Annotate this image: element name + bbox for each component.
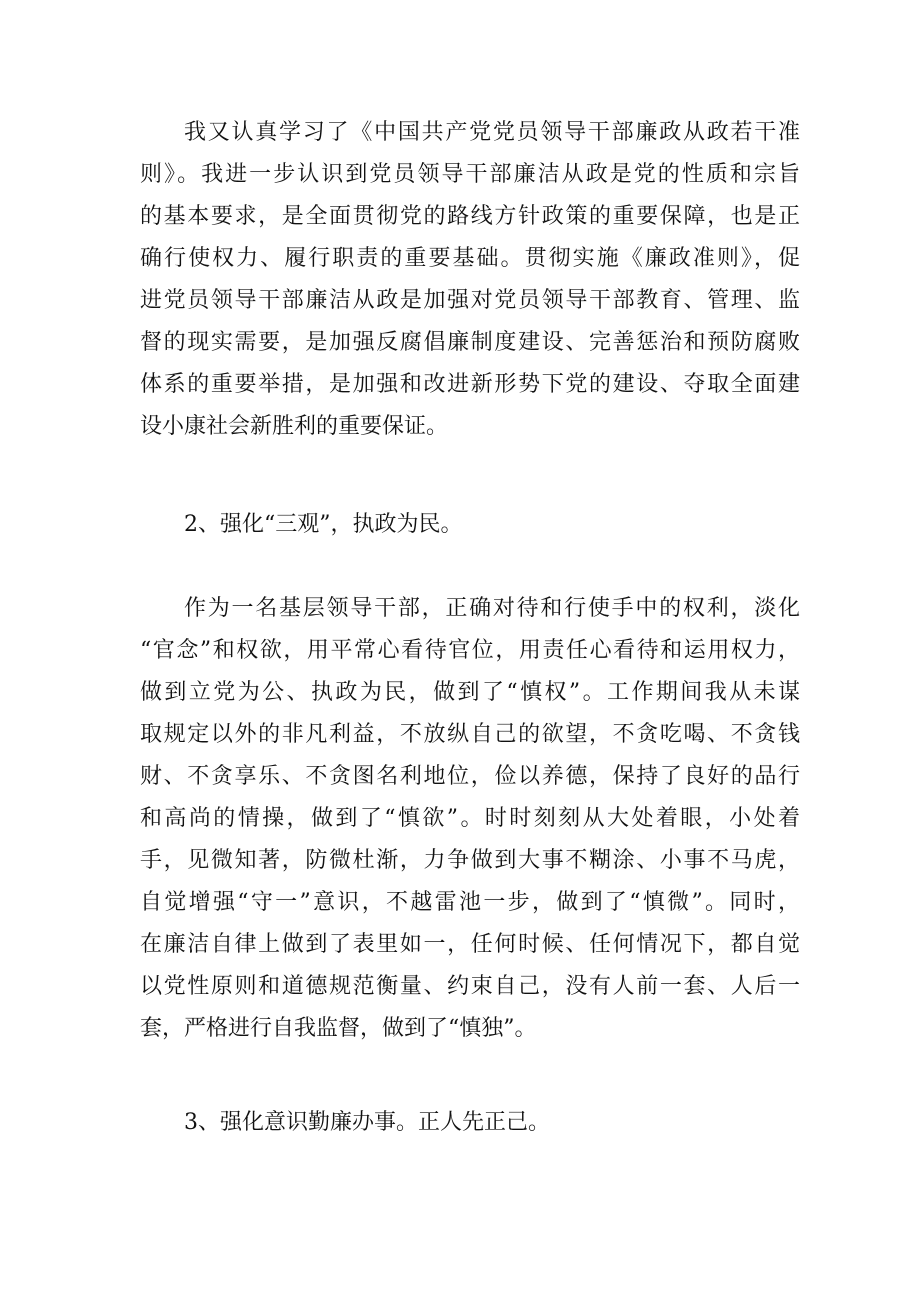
paragraph-line: 作为一名基层领导干部，正确对待和行使手中的权利，淡化	[184, 596, 800, 621]
paragraph-line: 取规定以外的非凡利益，不放纵自己的欲望，不贪吃喝、不贪钱	[140, 722, 800, 747]
paragraph-line: “官念”和权欲，用平常心看待官位，用责任心看待和运用权力，	[140, 638, 800, 663]
paragraph-line: 做到立党为公、执政为民，做到了“慎权”。工作期间我从未谋	[140, 680, 800, 705]
paragraph-line: 的基本要求，是全面贯彻党的路线方针政策的重要保障，也是正	[140, 204, 800, 229]
paragraph-line: 套，严格进行自我监督，做到了“慎独”。	[140, 1016, 537, 1041]
paragraph-line: 以党性原则和道德规范衡量、约束自己，没有人前一套、人后一	[140, 974, 800, 999]
paragraph-line: 进党员领导干部廉洁从政是加强对党员领导干部教育、管理、监	[140, 288, 800, 313]
paragraph-line: 财、不贪享乐、不贪图名利地位，俭以养德，保持了良好的品行	[140, 764, 800, 789]
paragraph-line: 则》。我进一步认识到党员领导干部廉洁从政是党的性质和宗旨	[140, 162, 800, 187]
paragraph-line: 确行使权力、履行职责的重要基础。贯彻实施《廉政准则》，促	[140, 246, 800, 271]
paragraph-line: 手，见微知著，防微杜渐，力争做到大事不糊涂、小事不马虎，	[140, 848, 800, 873]
paragraph-line: 督的现实需要，是加强反腐倡廉制度建设、完善惩治和预防腐败	[140, 330, 800, 355]
paragraph-line: 体系的重要举措，是加强和改进新形势下党的建设、夺取全面建	[140, 372, 800, 397]
paragraph-line: 设小康社会新胜利的重要保证。	[140, 414, 449, 439]
paragraph-line: 在廉洁自律上做到了表里如一，任何时候、任何情况下，都自觉	[140, 932, 800, 957]
paragraph-line: 我又认真学习了《中国共产党党员领导干部廉政从政若干准	[184, 120, 800, 145]
heading-line: 2、强化“三观”，执政为民。	[184, 512, 463, 537]
paragraph-line: 自觉增强“守一”意识，不越雷池一步，做到了“慎微”。同时，	[140, 890, 800, 915]
heading-line: 3、强化意识勤廉办事。正人先正己。	[184, 1110, 550, 1135]
paragraph-line: 和高尚的情操，做到了“慎欲”。时时刻刻从大处着眼，小处着	[140, 806, 800, 831]
